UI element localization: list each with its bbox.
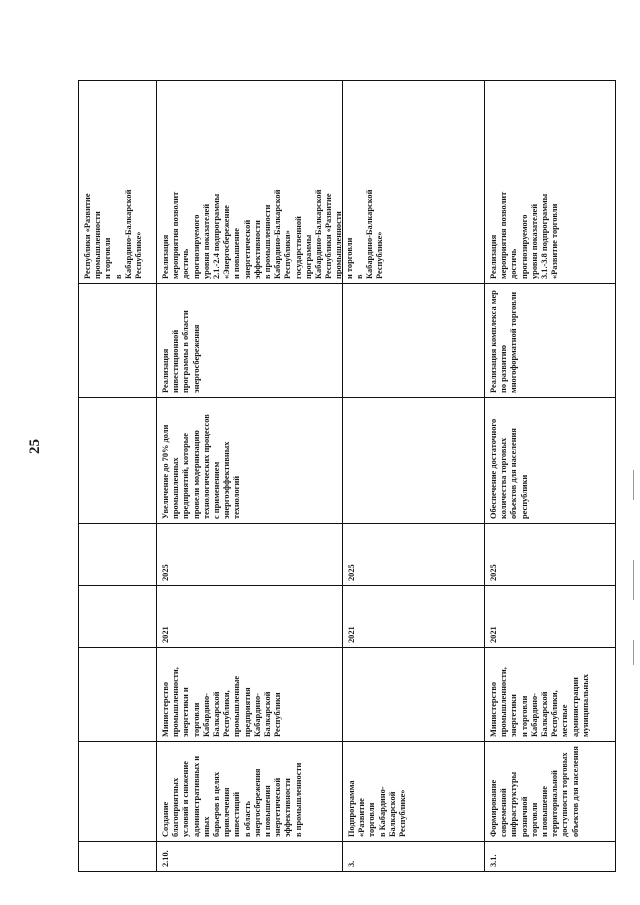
cell-executor: Министерство промышленности, энергетики и торговли Кабардино- Балкарской Республики, местные администрации муниципальных — [485, 647, 615, 741]
cell-indicator-link: Республики «Развитие промышленности и торговли в Кабардино-Балкарской Республике» — [83, 189, 144, 279]
cell-number: 3. — [343, 841, 484, 871]
scan-edge-mark — [633, 470, 634, 500]
cell-indicator-link: Реализация мероприятия позволит достичь прогнозируемого уровня показателей 2.1.-2.4 подпрограммы «Энергосбережение и повышение энергетической эффективности в промышленности Кабардино-Балкарской Республики» государственной программы Кабардино-Балкарской Республики «Развитие промышленности и торговли в Кабардино-Балкарской Республике» — [161, 189, 385, 279]
cell-event: Создание благоприятных условий и снижение административных и иных барьеров в целях привлечения инвестиций в область энергосбережения и повышения энергетической эффективности в промышленности — [157, 741, 342, 841]
cell-end-year: 2025 — [485, 523, 615, 585]
page-number: 25 — [27, 439, 43, 454]
cell-number: 3.1. — [485, 841, 615, 871]
cell-number — [79, 841, 156, 871]
cell-start-year: 2021 — [343, 585, 484, 647]
cell-expected-result: Обеспечение достаточного количества торговых объектов для населения республики — [485, 397, 615, 523]
cell-event: Формирование современной инфраструктуры розничной торговли и повышение территориальной доступности торговых объектов для населения — [485, 741, 615, 841]
cell-end-year — [79, 523, 156, 585]
cell-expected-result: Увеличение до 70% доли промышленных предприятий, которые провели модернизацию технологических процессов с применением энергоэффективных технологий — [157, 397, 342, 523]
cell-number: 2.10. — [157, 841, 342, 871]
scan-edge-mark — [633, 560, 634, 600]
cell-start-year — [79, 585, 156, 647]
cell-end-year: 2025 — [157, 523, 342, 585]
cell-start-year: 2021 — [485, 585, 615, 647]
cell-executor: Министерство промышленности, энергетики и торговли Кабардино-Балкарской Республики, промышленные предприятия Кабардино-Балкарской Республики — [157, 647, 342, 741]
measures-table — [78, 80, 616, 872]
cell-executor — [79, 647, 156, 741]
cell-expected-result — [79, 397, 156, 523]
cell-expected-result — [343, 397, 484, 523]
cell-main-direction: Реализация инвестиционной программы в области энергосбережения — [157, 283, 342, 397]
table-row — [485, 81, 615, 871]
cell-main-direction: Реализация комплекса мер по развитию многоформатной торговли — [485, 283, 615, 397]
cell-indicator-link: Реализация мероприятия позволит достичь прогнозируемого уровня показателей 3.1.-3.8 подпрограммы «Развитие торговли — [489, 191, 560, 279]
cell-executor — [343, 647, 484, 741]
cell-start-year: 2021 — [157, 585, 342, 647]
cell-indicator-link — [343, 81, 484, 283]
cell-event — [79, 741, 156, 841]
table-row — [343, 81, 485, 871]
cell-main-direction — [343, 283, 484, 397]
table-container — [78, 80, 616, 872]
cell-event: Подпрограмма «Развитие торговли в Кабардино-Балкарской Республике» — [343, 741, 484, 841]
cell-main-direction — [79, 283, 156, 397]
scan-edge-mark — [633, 640, 634, 665]
cell-end-year: 2025 — [343, 523, 484, 585]
table-row — [79, 81, 157, 871]
